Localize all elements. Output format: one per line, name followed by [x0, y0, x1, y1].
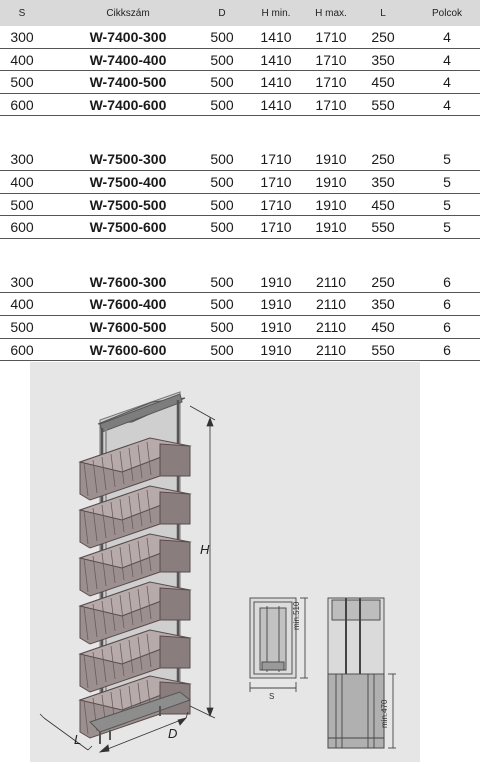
cell-hmin: 1910 [260, 296, 292, 313]
dim-label-s: S [269, 692, 275, 701]
cell-p: 6 [443, 341, 451, 358]
header-hmax: H max. [315, 8, 347, 19]
group-gap [0, 116, 480, 148]
cell-d: 500 [210, 273, 234, 290]
cell-s: 400 [10, 173, 34, 190]
cell-s: 500 [10, 74, 34, 91]
cell-d: 500 [210, 318, 234, 335]
table-row [0, 71, 480, 94]
cell-code: W-7600-300 [89, 273, 167, 290]
header-l: L [380, 8, 386, 19]
cell-l: 250 [371, 29, 395, 45]
header-polcok: Polcok [431, 8, 463, 19]
cell-hmax: 2110 [315, 296, 347, 313]
table-row [0, 339, 480, 362]
header-s: S [18, 8, 26, 19]
product-illustration [30, 362, 420, 762]
cell-s: 500 [10, 318, 34, 335]
cell-s: 600 [10, 96, 34, 113]
cell-p: 4 [443, 74, 451, 91]
cell-hmax: 2110 [315, 318, 347, 335]
cell-p: 6 [443, 273, 451, 290]
cell-hmax: 1710 [315, 29, 347, 45]
cell-s: 300 [10, 273, 34, 290]
cell-s: 400 [10, 51, 34, 68]
cell-d: 500 [210, 196, 234, 213]
cell-p: 6 [443, 318, 451, 335]
cell-s: 600 [10, 341, 34, 358]
table-row [0, 271, 480, 294]
cell-l: 350 [371, 51, 395, 68]
table-row [0, 148, 480, 171]
cell-hmin: 1410 [260, 96, 292, 113]
cell-code: W-7600-600 [89, 341, 167, 358]
cell-hmin: 1410 [260, 51, 292, 68]
header-d: D [218, 8, 226, 19]
cell-p: 4 [443, 96, 451, 113]
cell-p: 5 [443, 151, 451, 168]
cell-s: 300 [10, 151, 34, 168]
cell-code: W-7600-400 [89, 296, 167, 313]
cell-hmin: 1710 [260, 219, 292, 236]
cell-hmax: 1710 [315, 96, 347, 113]
cell-p: 6 [443, 296, 451, 313]
cell-hmax: 2110 [315, 341, 347, 358]
cell-hmax: 1910 [315, 151, 347, 168]
cell-l: 550 [371, 96, 395, 113]
cell-d: 500 [210, 74, 234, 91]
cell-p: 4 [443, 29, 451, 45]
cell-hmax: 1710 [315, 74, 347, 91]
illustration-drawing [30, 362, 420, 762]
cell-l: 450 [371, 74, 395, 91]
header-hmin: H min. [261, 8, 291, 19]
cell-hmin: 1910 [260, 273, 292, 290]
cell-d: 500 [210, 219, 234, 236]
dim-label-min510: min.510 [292, 601, 301, 630]
cell-d: 500 [210, 341, 234, 358]
table-row [0, 171, 480, 194]
cell-d: 500 [210, 29, 234, 45]
cell-code: W-7400-600 [89, 96, 167, 113]
cell-l: 450 [371, 318, 395, 335]
cell-code: W-7400-300 [89, 29, 167, 45]
table-row [0, 26, 480, 49]
cell-l: 550 [371, 219, 395, 236]
cell-l: 350 [371, 173, 395, 190]
cell-l: 250 [371, 151, 395, 168]
cell-s: 500 [10, 196, 34, 213]
cell-s: 300 [10, 29, 34, 45]
cell-hmax: 2110 [315, 273, 347, 290]
cell-l: 450 [371, 196, 395, 213]
cell-d: 500 [210, 151, 234, 168]
cell-code: W-7400-400 [89, 51, 167, 68]
dim-label-d: D [168, 726, 178, 741]
cell-hmin: 1910 [260, 341, 292, 358]
cell-l: 550 [371, 341, 395, 358]
cell-hmin: 1410 [260, 29, 292, 45]
table-row [0, 293, 480, 316]
cell-l: 250 [371, 273, 395, 290]
cell-code: W-7500-500 [89, 196, 167, 213]
table-row [0, 216, 480, 239]
dim-label-l: L [74, 732, 82, 747]
cell-s: 400 [10, 296, 34, 313]
cell-hmin: 1710 [260, 151, 292, 168]
header-code: Cikkszám [106, 8, 150, 19]
table-header [0, 0, 480, 26]
cell-hmin: 1710 [260, 173, 292, 190]
dim-label-min470: min.470 [380, 699, 389, 728]
cell-d: 500 [210, 173, 234, 190]
cell-hmin: 1410 [260, 74, 292, 91]
cell-hmax: 1910 [315, 173, 347, 190]
table-row [0, 94, 480, 117]
dim-label-h: H [200, 542, 210, 557]
cell-code: W-7500-600 [89, 219, 167, 236]
cell-p: 4 [443, 51, 451, 68]
cell-code: W-7600-500 [89, 318, 167, 335]
cell-hmax: 1910 [315, 196, 347, 213]
cell-p: 5 [443, 173, 451, 190]
cell-l: 350 [371, 296, 395, 313]
table-row [0, 49, 480, 72]
table-row [0, 194, 480, 217]
cell-d: 500 [210, 51, 234, 68]
cell-hmin: 1910 [260, 318, 292, 335]
cell-d: 500 [210, 96, 234, 113]
spec-table [0, 0, 480, 361]
cell-hmax: 1910 [315, 219, 347, 236]
table-body [0, 26, 480, 361]
group-gap [0, 239, 480, 271]
cell-code: W-7400-500 [89, 74, 167, 91]
cell-hmin: 1710 [260, 196, 292, 213]
cell-s: 600 [10, 219, 34, 236]
cell-code: W-7500-300 [89, 151, 167, 168]
cell-code: W-7500-400 [89, 173, 167, 190]
cell-d: 500 [210, 296, 234, 313]
cell-hmax: 1710 [315, 51, 347, 68]
cell-p: 5 [443, 219, 451, 236]
cell-p: 5 [443, 196, 451, 213]
table-row [0, 316, 480, 339]
